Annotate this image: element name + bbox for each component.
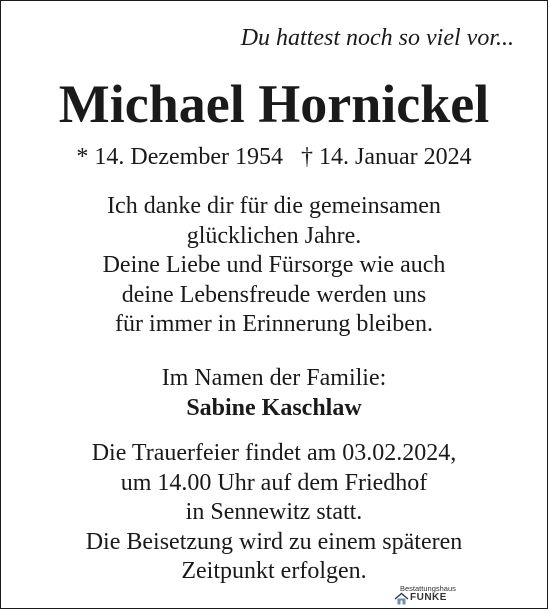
death-date: † 14. Januar 2024 xyxy=(300,144,472,170)
birth-date: * 14. Dezember 1954 xyxy=(76,144,283,170)
verse-line: für immer in Erinnerung bleiben. xyxy=(115,311,433,337)
service-line: Die Beisetzung wird zu einem späteren xyxy=(85,528,463,555)
service-line: in Sennewitz statt. xyxy=(185,499,363,525)
verse-line: deine Lebensfreude werden uns xyxy=(121,281,427,308)
signer-name: Sabine Kaschlaw xyxy=(186,394,362,421)
service-info xyxy=(0,439,548,587)
funeral-home-logo xyxy=(394,584,514,606)
service-line: Zeitpunkt erfolgen. xyxy=(181,558,367,584)
verse-line: glücklichen Jahre. xyxy=(186,222,362,249)
service-line: um 14.00 Uhr auf dem Friedhof xyxy=(120,469,428,496)
verse xyxy=(0,192,548,340)
motto: Du hattest noch so viel vor... xyxy=(240,25,514,51)
service-line: Die Trauerfeier findet am 03.02.2024, xyxy=(91,440,457,466)
life-dates xyxy=(0,143,548,171)
verse-line: Deine Liebe und Fürsorge wie auch xyxy=(102,252,446,278)
verse-line: Ich danke dir für die gemeinsamen xyxy=(107,193,441,219)
family-intro: Im Namen der Familie: xyxy=(161,365,387,391)
deceased-name: Michael Hornickel xyxy=(58,74,490,134)
logo-main-text: FUNKE xyxy=(410,592,447,603)
logo-top-text: Bestattungshaus xyxy=(400,584,456,593)
house-logo-icon xyxy=(394,592,409,605)
family-signature xyxy=(0,364,548,423)
